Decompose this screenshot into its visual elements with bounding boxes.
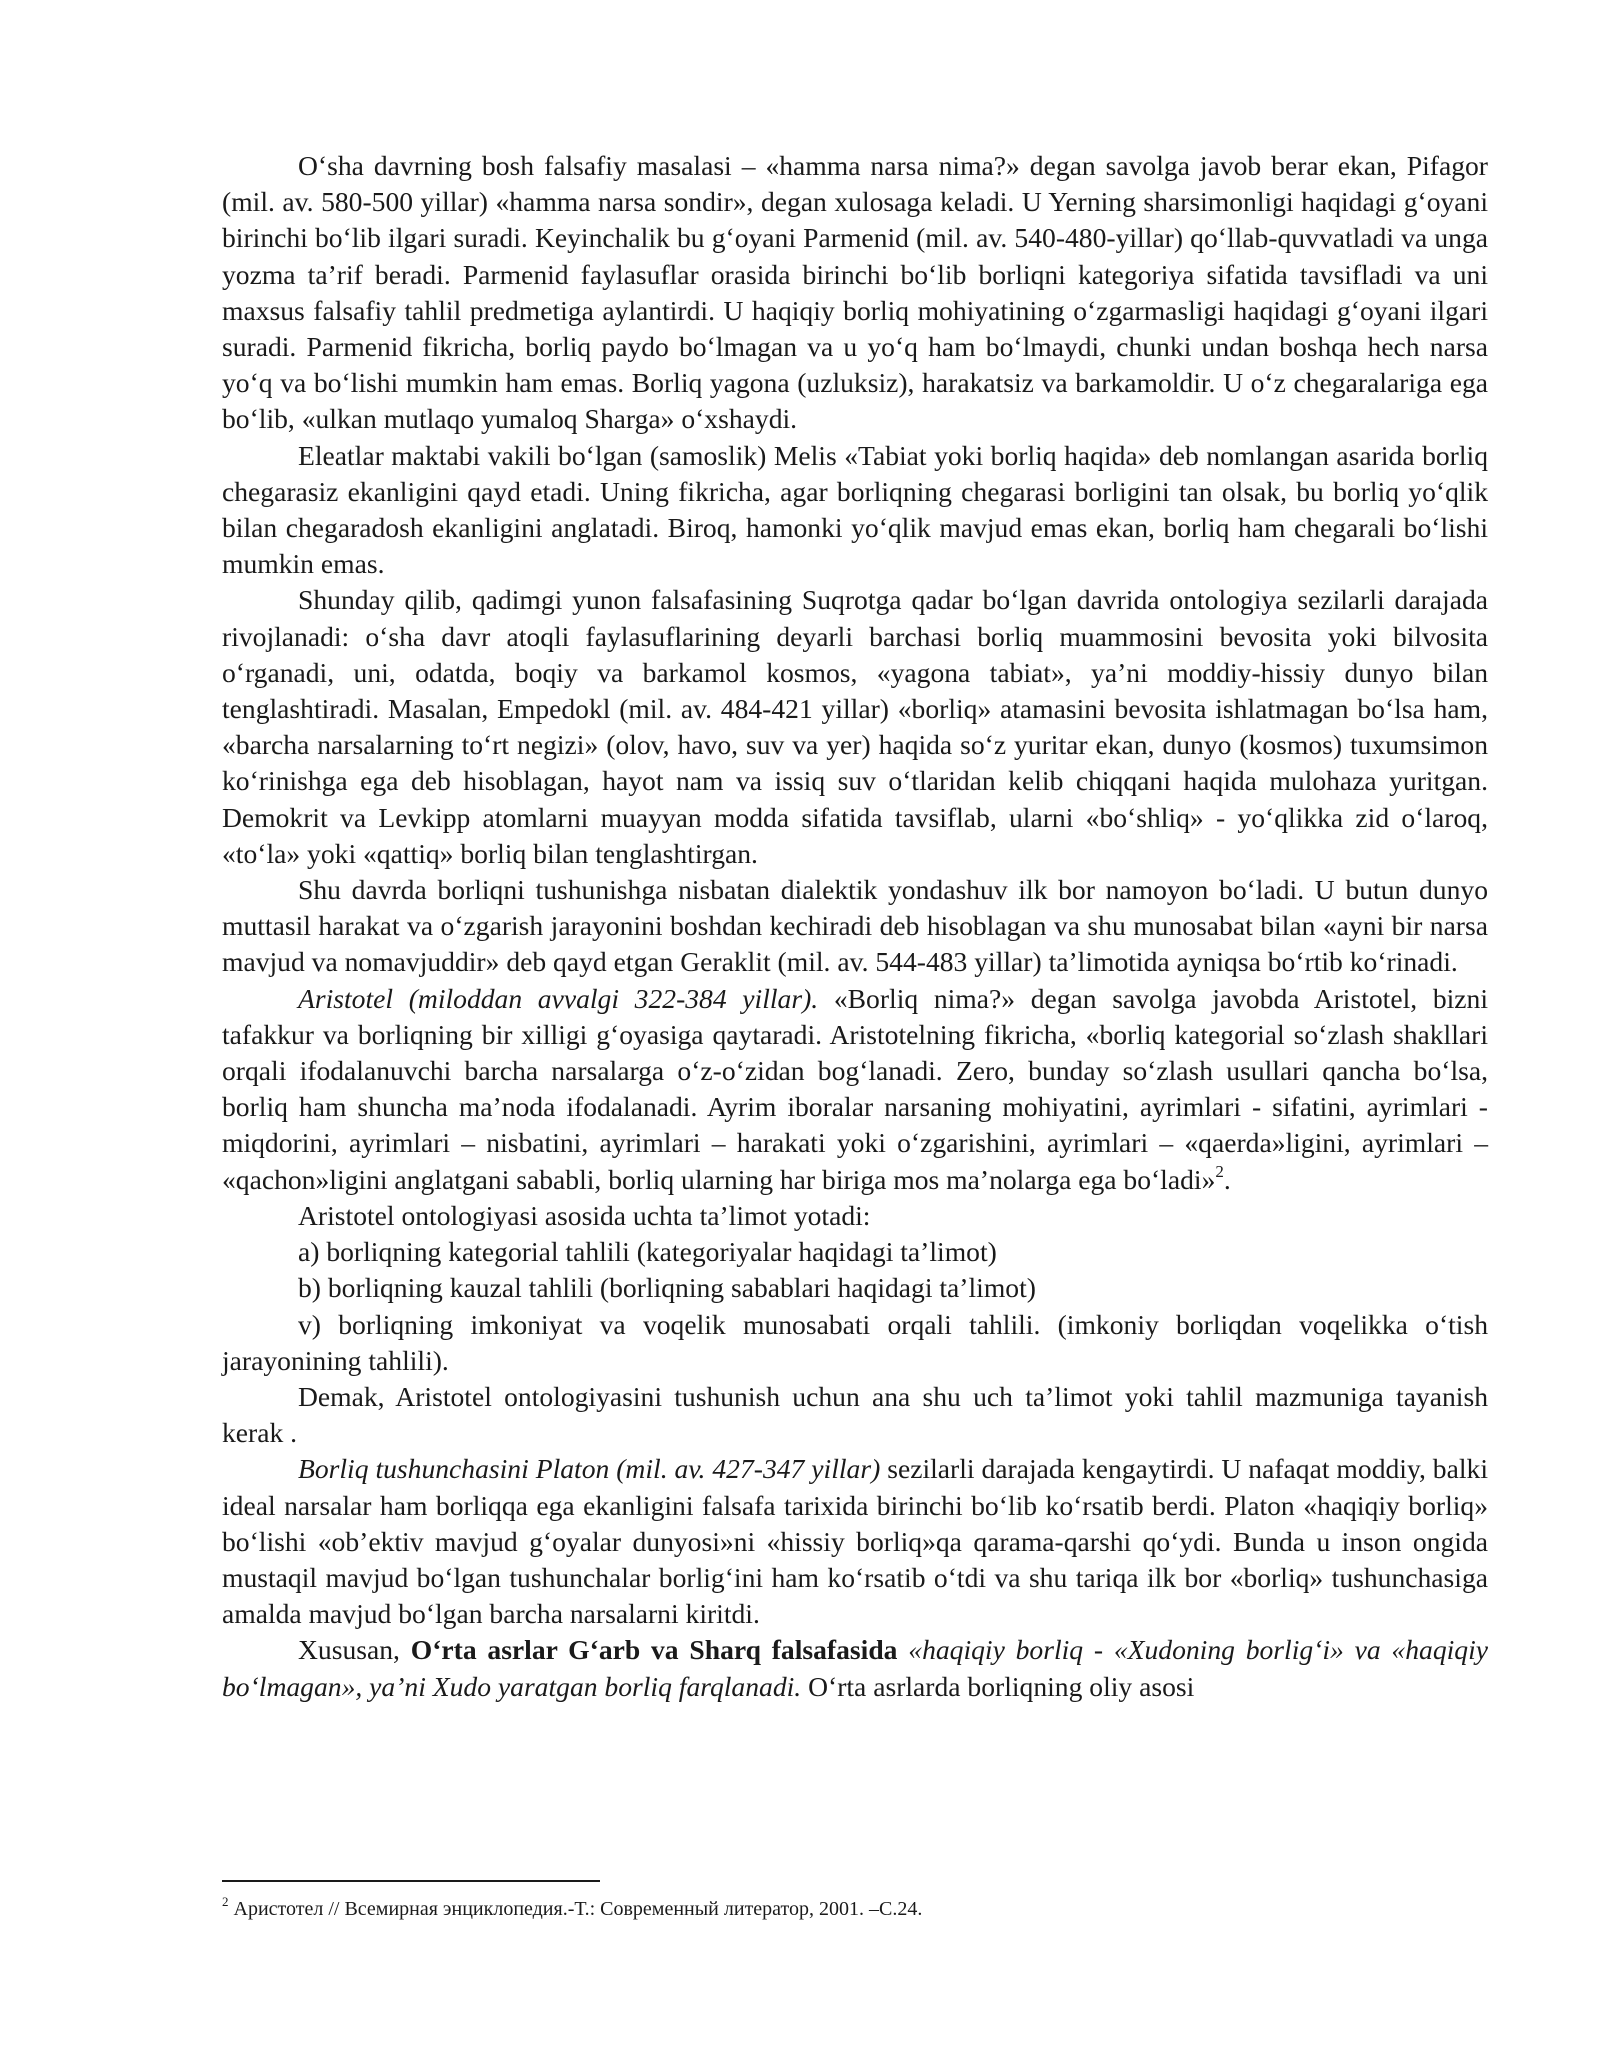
footnote-separator	[222, 1880, 600, 1882]
paragraph-middle-ages	[222, 1632, 1488, 1704]
list-item-a: a) borliqning kategorial tahlili (kategoriyalar haqidagi ta’limot)	[298, 1236, 997, 1268]
middle-ages-text: O‘rta asrlarda borliqning oliy asosi	[801, 1670, 1195, 1702]
footnote	[222, 1896, 1488, 1922]
paragraph-aristotle-doctrines: Aristotel ontologiyasi asosida uchta ta’limot yotadi:	[298, 1199, 871, 1231]
paragraph-presocratic-ontology: Shunday qilib, qadimgi yunon falsafasining Suqrotga qadar bo‘lgan davrida ontologiya sezilarli darajada rivojlanadi: o‘sha davr atoqli faylasuflarining deyarli barchasi borliq muammosini bevosita yoki bilvosita o‘rganadi, uni, odatda, boqiy va barkamol kosmos, «yagona tabiat», ya’ni moddiy-hissiy dunyo bilan tenglashtiradi. Masalan, Empedokl (mil. av. 484-421 yillar) «borliq» atamasini bevosita ishlatmagan bo‘lsa ham, «barcha narsalarning to‘rt negizi» (olov, havo, suv va yer) haqida so‘z yuritar ekan, dunyo (kosmos) tuxumsimon ko‘rinishga ega deb hisoblagan, hayot nam va issiq suv o‘tlaridan kelib chiqqani haqida mulohaza yuritgan. Demokrit va Levkipp atomlarni muayyan modda sifatida tavsiflab, ularni «bo‘shliq» - yo‘qlikka zid o‘laroq, «to‘la» yoki «qattiq» borliq bilan tenglashtirgan.	[222, 584, 1488, 869]
middle-ages-start: Xususan,	[298, 1634, 411, 1666]
list-item-v: v) borliqning imkoniyat va voqelik munosabati orqali tahlili. (imkoniy borliqdan voqelikka o‘tish jarayonining tahlili).	[222, 1308, 1488, 1376]
paragraph-heraclitus: Shu davrda borliqni tushunishga nisbatan dialektik yondashuv ilk bor namoyon bo‘ladi. U butun dunyo muttasil harakat va o‘zgarish jarayonini boshdan kechiradi deb hisoblagan va shu munosabat bilan «ayni bir narsa mavjud va nomavjuddir» deb qayd etgan Geraklit (mil. av. 544-483 yillar) ta’limotida ayniqsa bo‘rtib ko‘rinadi.	[222, 874, 1488, 978]
paragraph-melis: Eleatlar maktabi vakili bo‘lgan (samoslik) Melis «Tabiat yoki borliq haqida» deb nomlangan asarida borliq chegarasiz ekanligini qayd etadi. Uning fikricha, agar borliqning chegarasi borligini tan olsak, bu borliq yo‘qlik bilan chegaradosh ekanligini anglatadi. Biroq, hamonki yo‘qlik mavjud emas ekan, borliq ham chegarali bo‘lishi mumkin emas.	[222, 439, 1488, 580]
middle-ages-bold: O‘rta asrlar G‘arb va Sharq falsafasida	[410, 1634, 898, 1666]
paragraph-plato	[222, 1451, 1488, 1632]
list-item-b: b) borliqning kauzal tahlili (borliqning sabablari haqidagi ta’limot)	[298, 1272, 1036, 1304]
plato-heading: Borliq tushunchasini Platon (mil. av. 427-347 yillar)	[298, 1453, 881, 1485]
aristotle-text: «Borliq nima?» degan savolga javobda Aristotel, bizni tafakkur va borliqning bir xilligi g‘oyasiga qaytaradi. Aristotelning fikricha, «borliq kategorial so‘zlash shakllari orqali ifodalanuvchi barcha narsalarga o‘z-o‘zidan bog‘lanadi. Zero, bunday so‘zlash usullari qancha bo‘lsa, borliq ham shuncha ma’noda ifodalanadi. Ayrim iboralar narsaning mohiyatini, ayrimlari - sifatini, ayrimlari - miqdorini, ayrimlari – nisbatini, ayrimlari – harakati yoki o‘zgarishini, ayrimlari – «qaerda»ligini, ayrimlari – «qachon»ligini anglatgani sababli, borliq ularning har biriga mos ma’nolarga ega bo‘ladi»	[222, 982, 1488, 1195]
paragraph-aristotle	[222, 981, 1488, 1198]
middle-ages-italic: «haqiqiy borliq - «Xudoning borlig‘i» va «haqiqiy bo‘lmagan», ya’ni Xudo yaratgan borliq farqlanadi.	[222, 1634, 1488, 1702]
aristotle-heading: Aristotel (miloddan avvalgi 322-384 yillar).	[298, 982, 819, 1014]
plato-text: sezilarli darajada kengaytirdi. U nafaqat moddiy, balki ideal narsalar ham borliqqa ega ekanligini falsafa tarixida birinchi bo‘lib ko‘rsatib berdi. Platon «haqiqiy borliq» bo‘lishi «ob’ektiv mavjud g‘oyalar dunyosi»ni «hissiy borliq»qa qarama-qarshi qo‘ydi. Bunda u inson ongida mustaqil mavjud bo‘lgan tushunchalar borlig‘ini ham ko‘rsatib o‘tdi va shu tariqa ilk bor «borliq» tushunchasiga amalda mavjud bo‘lgan barcha narsalarni kiritdi.	[222, 1453, 1488, 1630]
paragraph-pythagoras-parmenides: O‘sha davrning bosh falsafiy masalasi – «hamma narsa nima?» degan savolga javob berar ekan, Pifagor (mil. av. 580-500 yillar) «hamma narsa sondir», degan xulosaga keladi. U Yerning sharsimonligi haqidagi g‘oyani birinchi bo‘lib ilgari suradi. Keyinchalik bu g‘oyani Parmenid (mil. av. 540-480-yillar) qo‘llab-quvvatladi va unga yozma ta’rif beradi. Parmenid faylasuflar orasida birinchi bo‘lib borliqni kategoriya sifatida tavsifladi va uni maxsus falsafiy tahlil predmetiga aylantirdi. U haqiqiy borliq mohiyatining o‘zgarmasligi haqidagi g‘oyani ilgari suradi. Parmenid fikricha, borliq paydo bo‘lmagan va u yo‘q ham bo‘lmaydi, chunki undan boshqa hech narsa yo‘q va bo‘lishi mumkin ham emas. Borliq yagona (uzluksiz), harakatsiz va barkamoldir. U o‘z chegaralariga ega bo‘lib, «ulkan mutlaqo yumaloq Sharga» o‘xshaydi.	[222, 150, 1488, 435]
body-text	[222, 148, 1488, 1705]
footnote-number: 2	[222, 1894, 229, 1910]
aristotle-text-end: .	[1223, 1163, 1231, 1195]
middle-ages-space	[897, 1634, 908, 1665]
footnote-text: Аристотел // Всемирная энциклопедия.-Т.: Современный литератор, 2001. –С.24.	[228, 1898, 923, 1920]
footnote-reference[interactable]: 2	[1215, 1161, 1224, 1181]
paragraph-conclusion: Demak, Aristotel ontologiyasini tushunish uchun ana shu uch ta’limot yoki tahlil mazmuniga tayanish kerak .	[222, 1380, 1488, 1449]
